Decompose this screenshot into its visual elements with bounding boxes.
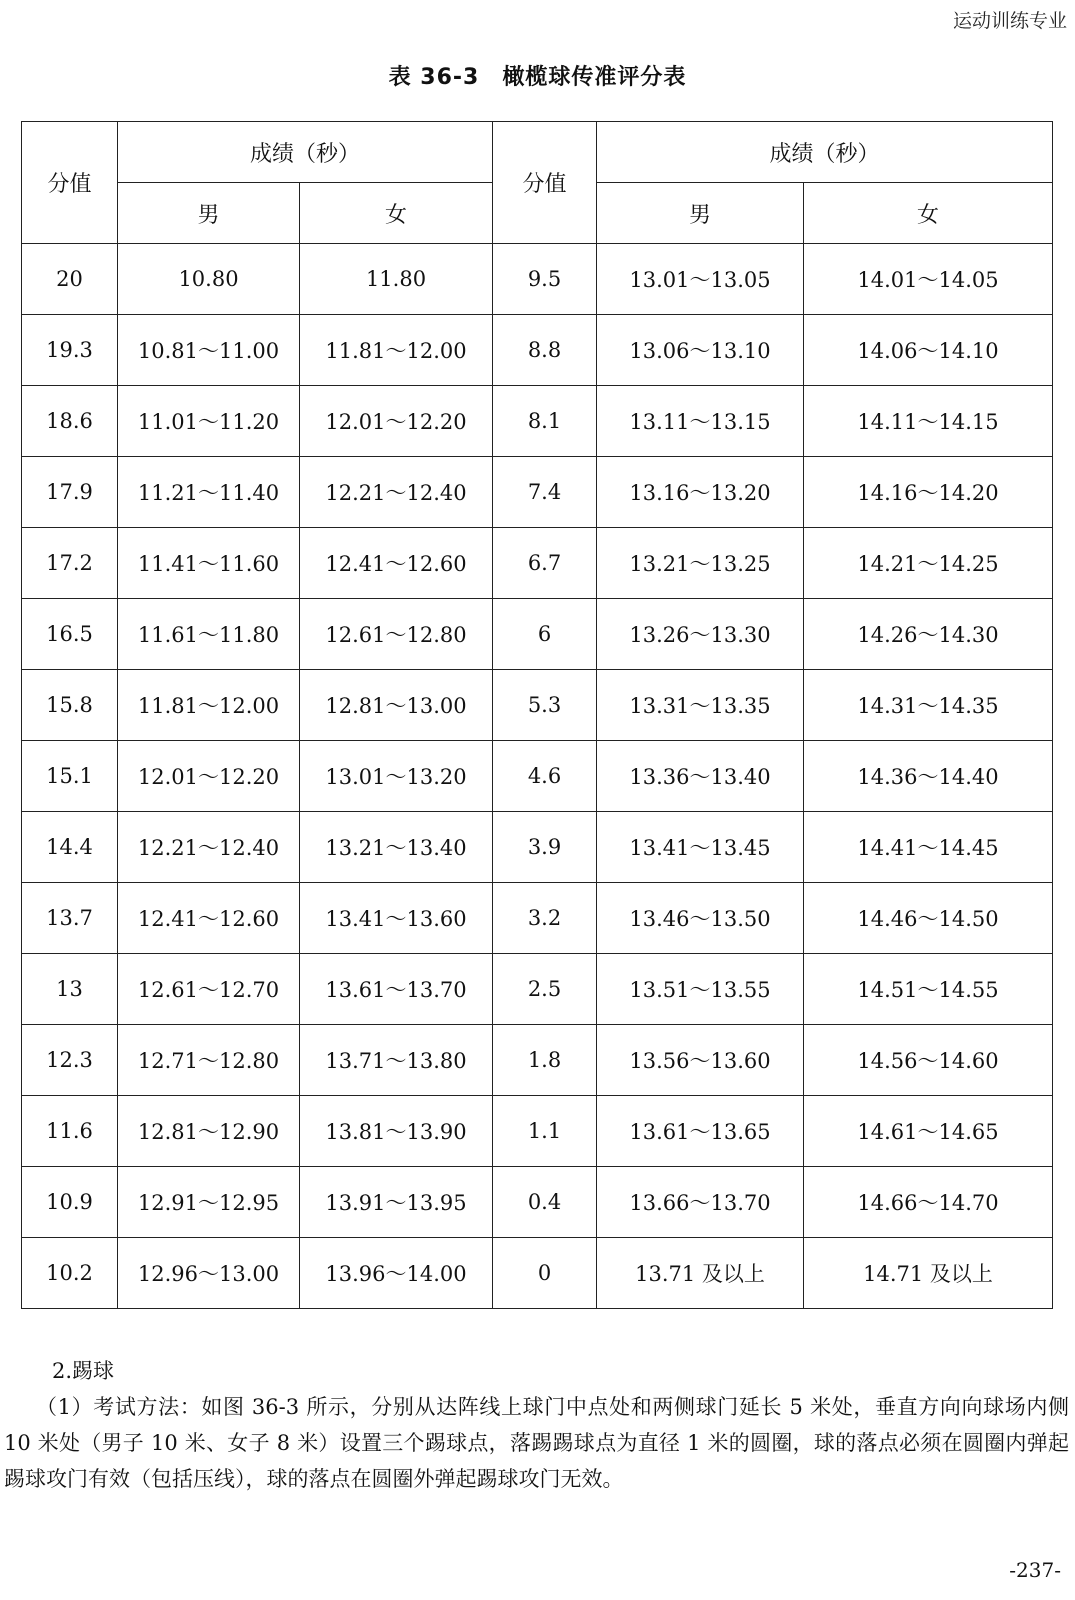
score-left-cell: 15.8 — [22, 670, 118, 741]
male-right-cell: 13.71 及以上 — [597, 1238, 804, 1309]
header-row-1 — [22, 122, 1053, 183]
score-table — [21, 121, 1053, 1309]
male-right-cell: 13.01～13.05 — [597, 244, 804, 315]
male-right-cell: 13.46～13.50 — [597, 883, 804, 954]
female-left-cell: 12.81～13.00 — [300, 670, 493, 741]
female-right-cell: 14.26～14.30 — [804, 599, 1053, 670]
score-left-cell: 17.2 — [22, 528, 118, 599]
score-left-cell: 13 — [22, 954, 118, 1025]
table-title: 表 36-3 橄榄球传准评分表 — [388, 65, 687, 90]
male-left-cell: 12.81～12.90 — [118, 1096, 300, 1167]
male-right-cell: 13.36～13.40 — [597, 741, 804, 812]
table-row — [22, 1096, 1053, 1167]
female-right-cell: 14.06～14.10 — [804, 315, 1053, 386]
female-right-cell: 14.31～14.35 — [804, 670, 1053, 741]
male-right-cell: 13.06～13.10 — [597, 315, 804, 386]
male-right-cell: 13.31～13.35 — [597, 670, 804, 741]
result-header-left: 成绩（秒） — [118, 122, 493, 183]
female-left-cell: 11.80 — [300, 244, 493, 315]
female-right-cell: 14.01～14.05 — [804, 244, 1053, 315]
male-left-cell: 11.01～11.20 — [118, 386, 300, 457]
score-table-body — [22, 244, 1053, 1309]
female-left-cell: 12.21～12.40 — [300, 457, 493, 528]
score-left-cell: 14.4 — [22, 812, 118, 883]
score-left-cell: 19.3 — [22, 315, 118, 386]
score-left-cell: 13.7 — [22, 883, 118, 954]
score-left-cell: 10.9 — [22, 1167, 118, 1238]
score-right-cell: 4.6 — [493, 741, 597, 812]
table-row — [22, 528, 1053, 599]
male-left-cell: 10.80 — [118, 244, 300, 315]
score-right-cell: 3.9 — [493, 812, 597, 883]
male-left-cell: 11.41～11.60 — [118, 528, 300, 599]
female-right-cell: 14.41～14.45 — [804, 812, 1053, 883]
male-left-cell: 12.01～12.20 — [118, 741, 300, 812]
score-right-cell: 3.2 — [493, 883, 597, 954]
female-right-cell: 14.21～14.25 — [804, 528, 1053, 599]
female-left-cell: 13.81～13.90 — [300, 1096, 493, 1167]
female-header-left: 女 — [300, 183, 493, 244]
table-row — [22, 1238, 1053, 1309]
female-left-cell: 13.01～13.20 — [300, 741, 493, 812]
score-header-right: 分值 — [493, 122, 597, 244]
female-left-cell: 11.81～12.00 — [300, 315, 493, 386]
male-left-cell: 11.81～12.00 — [118, 670, 300, 741]
male-right-cell: 13.41～13.45 — [597, 812, 804, 883]
male-right-cell: 13.61～13.65 — [597, 1096, 804, 1167]
female-right-cell: 14.16～14.20 — [804, 457, 1053, 528]
score-header-left: 分值 — [22, 122, 118, 244]
table-row — [22, 812, 1053, 883]
female-right-cell: 14.56～14.60 — [804, 1025, 1053, 1096]
female-right-cell: 14.51～14.55 — [804, 954, 1053, 1025]
male-left-cell: 12.61～12.70 — [118, 954, 300, 1025]
table-row — [22, 386, 1053, 457]
table-row — [22, 599, 1053, 670]
female-right-cell: 14.11～14.15 — [804, 386, 1053, 457]
score-right-cell: 6.7 — [493, 528, 597, 599]
table-row — [22, 670, 1053, 741]
table-row — [22, 883, 1053, 954]
score-left-cell: 17.9 — [22, 457, 118, 528]
female-right-cell: 14.61～14.65 — [804, 1096, 1053, 1167]
kick-section-heading: 2.踢球 — [52, 1359, 115, 1383]
male-left-cell: 12.41～12.60 — [118, 883, 300, 954]
male-right-cell: 13.56～13.60 — [597, 1025, 804, 1096]
score-right-cell: 2.5 — [493, 954, 597, 1025]
female-left-cell: 13.41～13.60 — [300, 883, 493, 954]
table-row — [22, 244, 1053, 315]
male-left-cell: 12.71～12.80 — [118, 1025, 300, 1096]
page-number: -237- — [1009, 1558, 1061, 1582]
female-left-cell: 13.91～13.95 — [300, 1167, 493, 1238]
table-row — [22, 315, 1053, 386]
female-left-cell: 13.71～13.80 — [300, 1025, 493, 1096]
female-header-right: 女 — [804, 183, 1053, 244]
female-right-cell: 14.36～14.40 — [804, 741, 1053, 812]
female-left-cell: 12.01～12.20 — [300, 386, 493, 457]
table-row — [22, 1167, 1053, 1238]
female-left-cell: 13.96～14.00 — [300, 1238, 493, 1309]
running-header: 运动训练专业 — [952, 10, 1067, 32]
male-left-cell: 12.91～12.95 — [118, 1167, 300, 1238]
score-right-cell: 0 — [493, 1238, 597, 1309]
male-right-cell: 13.66～13.70 — [597, 1167, 804, 1238]
male-left-cell: 11.61～11.80 — [118, 599, 300, 670]
score-right-cell: 1.1 — [493, 1096, 597, 1167]
table-row — [22, 1025, 1053, 1096]
table-row — [22, 457, 1053, 528]
table-row — [22, 741, 1053, 812]
female-right-cell: 14.71 及以上 — [804, 1238, 1053, 1309]
score-left-cell: 11.6 — [22, 1096, 118, 1167]
score-left-cell: 20 — [22, 244, 118, 315]
male-left-cell: 10.81～11.00 — [118, 315, 300, 386]
female-left-cell: 13.21～13.40 — [300, 812, 493, 883]
score-left-cell: 10.2 — [22, 1238, 118, 1309]
male-right-cell: 13.21～13.25 — [597, 528, 804, 599]
table-row — [22, 954, 1053, 1025]
score-left-cell: 18.6 — [22, 386, 118, 457]
score-right-cell: 8.8 — [493, 315, 597, 386]
male-left-cell: 12.96～13.00 — [118, 1238, 300, 1309]
score-right-cell: 6 — [493, 599, 597, 670]
male-header-right: 男 — [597, 183, 804, 244]
score-right-cell: 9.5 — [493, 244, 597, 315]
score-right-cell: 0.4 — [493, 1167, 597, 1238]
male-left-cell: 12.21～12.40 — [118, 812, 300, 883]
score-left-cell: 16.5 — [22, 599, 118, 670]
female-left-cell: 13.61～13.70 — [300, 954, 493, 1025]
male-right-cell: 13.51～13.55 — [597, 954, 804, 1025]
female-left-cell: 12.61～12.80 — [300, 599, 493, 670]
score-right-cell: 7.4 — [493, 457, 597, 528]
female-right-cell: 14.66～14.70 — [804, 1167, 1053, 1238]
score-right-cell: 5.3 — [493, 670, 597, 741]
score-right-cell: 8.1 — [493, 386, 597, 457]
male-right-cell: 13.16～13.20 — [597, 457, 804, 528]
result-header-right: 成绩（秒） — [597, 122, 1053, 183]
score-right-cell: 1.8 — [493, 1025, 597, 1096]
male-right-cell: 13.26～13.30 — [597, 599, 804, 670]
score-left-cell: 12.3 — [22, 1025, 118, 1096]
female-left-cell: 12.41～12.60 — [300, 528, 493, 599]
male-header-left: 男 — [118, 183, 300, 244]
male-right-cell: 13.11～13.15 — [597, 386, 804, 457]
female-right-cell: 14.46～14.50 — [804, 883, 1053, 954]
male-left-cell: 11.21～11.40 — [118, 457, 300, 528]
score-left-cell: 15.1 — [22, 741, 118, 812]
kick-section-paragraph: （1）考试方法：如图 36-3 所示，分别从达阵线上球门中点处和两侧球门延长 5 米处，垂直方向向球场内侧 10 米处（男子 10 米、女子 8 米）设置三个踢球点，落踢踢球点为直径 1 米的圆圈，球的落点必须在圆圈内弹起踢球攻门有效（包括压线），球的落点在圆圈外弹起踢球攻门无效。 — [4, 1395, 1069, 1491]
